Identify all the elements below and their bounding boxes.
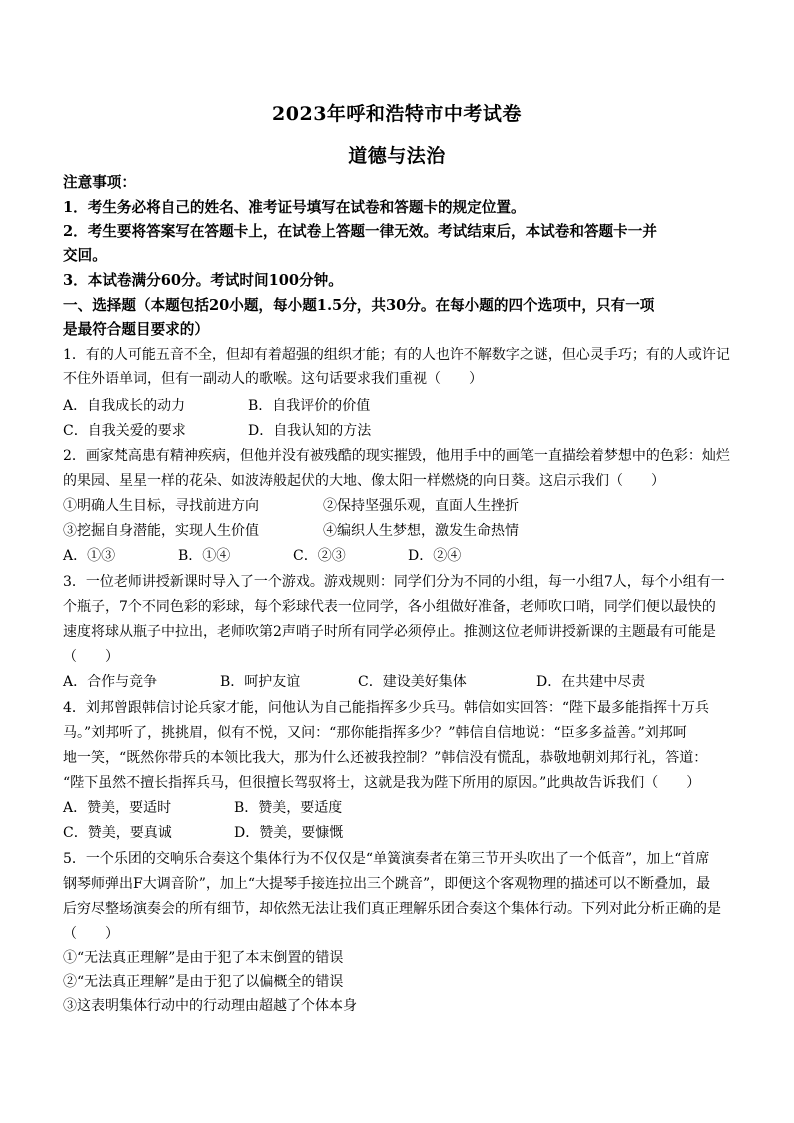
q2-option-d: D．②④: [408, 548, 462, 564]
q2-statement-1: ①明确人生目标，寻找前进方向: [63, 498, 259, 514]
q5-statement-3: ③这表明集体行动中的行动理由超越了个体本身: [63, 998, 357, 1014]
notice-item-2: 2．考生要将答案写在答题卡上，在试卷上答题一律无效。考试结束后，本试卷和答题卡一并: [63, 223, 657, 240]
q4-option-c: C．赞美，要真诚: [63, 825, 172, 841]
notice-item-2-cont: 交回。: [63, 247, 107, 264]
q3-stem: 3．一位老师讲授新课时导入了一个游戏。游戏规则：同学们分为不同的小组，每一小组7人，每个小组有一: [63, 574, 725, 590]
q2-stem: 2．画家梵高患有精神疾病，但他并没有被残酷的现实摧毁，他用手中的画笔一直描绘着梦想中的色彩：灿烂: [63, 448, 730, 464]
q1-option-b: B．自我评价的价值: [248, 398, 371, 414]
subject-title: 道德与法治: [348, 145, 446, 167]
q5-stem-cont-1: 钢琴师弹出F大调音阶”，加上“大提琴手接连拉出三个跳音”，即便这个客观物理的描述可以不断叠加，最: [63, 876, 711, 892]
q2-option-a: A．①③: [63, 548, 116, 564]
q3-stem-cont-3: （ ）: [63, 649, 119, 665]
q4-stem-cont-1: 马。”刘邦听了，挑挑眉，似有不悦，又问：“那你能指挥多少？”韩信自信地说：“臣多多益善。”刘邦呵: [63, 725, 687, 741]
q2-option-b: B．①④: [178, 548, 231, 564]
q1-stem: 1．有的人可能五音不全，但却有着超强的组织才能；有的人也许不解数字之谜，但心灵手巧；有的人或许记: [63, 347, 730, 363]
q4-stem-cont-3: “陛下虽然不擅长指挥兵马，但很擅长驾驭将士，这就是我为陛下所用的原因。”此典故告诉我们（ ）: [63, 775, 701, 791]
q2-statement-2: ②保持坚强乐观，直面人生挫折: [323, 498, 519, 514]
q2-stem-cont: 的果园、星星一样的花朵、如波涛般起伏的大地、像太阳一样燃烧的向日葵。这启示我们（ ）: [63, 473, 665, 489]
q2-statement-3: ③挖掘自身潜能，实现人生价值: [63, 523, 259, 539]
q3-option-a: A．合作与竞争: [63, 674, 158, 690]
q1-stem-cont: 不住外语单词，但有一副动人的歌喉。这句话要求我们重视（ ）: [63, 371, 483, 387]
q1-option-a: A．自我成长的动力: [63, 398, 186, 414]
q4-stem: 4．刘邦曾跟韩信讨论兵家才能，问他认为自己能指挥多少兵马。韩信如实回答：“陛下最多能指挥十万兵: [63, 700, 710, 716]
notice-item-3: 3．本试卷满分60分。考试时间100分钟。: [63, 272, 343, 289]
q5-stem-cont-2: 后穷尽整场演奏会的所有细节，却依然无法让我们真正理解乐团合奏这个集体行动。下列对此分析正确的是: [63, 901, 721, 917]
q1-option-c: C．自我关爱的要求: [63, 423, 186, 439]
q3-option-b: B．呵护友谊: [220, 674, 301, 690]
q4-stem-cont-2: 地一笑，“既然你带兵的本领比我大，那为什么还被我控制？”韩信没有慌乱，恭敬地朝刘邦行礼，答道：: [63, 750, 708, 766]
q5-statement-1: ①“无法真正理解”是由于犯了本末倒置的错误: [63, 950, 344, 966]
exam-title: 2023年呼和浩特市中考试卷: [272, 103, 522, 125]
q4-option-a: A．赞美，要适时: [63, 800, 172, 816]
q5-stem-cont-3: （ ）: [63, 926, 119, 942]
q3-option-d: D．在共建中尽责: [536, 674, 646, 690]
notice-heading: 注意事项：: [63, 174, 136, 191]
q2-option-c: C．②③: [293, 548, 346, 564]
q5-statement-2: ②“无法真正理解”是由于犯了以偏概全的错误: [63, 974, 344, 990]
q3-stem-cont-1: 个瓶子，7个不同色彩的彩球，每个彩球代表一位同学，各小组做好准备，老师吹口哨，同学们便以最快的: [63, 599, 716, 615]
q3-option-c: C．建设美好集体: [358, 674, 467, 690]
q1-option-d: D．自我认知的方法: [248, 423, 372, 439]
q5-stem: 5．一个乐团的交响乐合奏这个集体行为不仅仅是“单簧演奏者在第三节开头吹出了一个低音”，加上“首席: [63, 851, 710, 867]
notice-item-1: 1．考生务必将自己的姓名、准考证号填写在试卷和答题卡的规定位置。: [63, 199, 526, 216]
q4-option-d: D．赞美，要慷慨: [234, 825, 344, 841]
q2-statement-4: ④编织人生梦想，激发生命热情: [323, 523, 519, 539]
q3-stem-cont-2: 速度将球从瓶子中拉出，老师吹第2声哨子时所有同学必须停止。推测这位老师讲授新课的主题最有可能是: [63, 624, 716, 640]
section-heading: 一、选择题（本题包括20小题，每小题1.5分，共30分。在每小题的四个选项中，只有一项: [63, 297, 655, 314]
section-heading-cont: 是最符合题目要求的）: [63, 321, 209, 338]
q4-option-b: B．赞美，要适度: [234, 800, 343, 816]
